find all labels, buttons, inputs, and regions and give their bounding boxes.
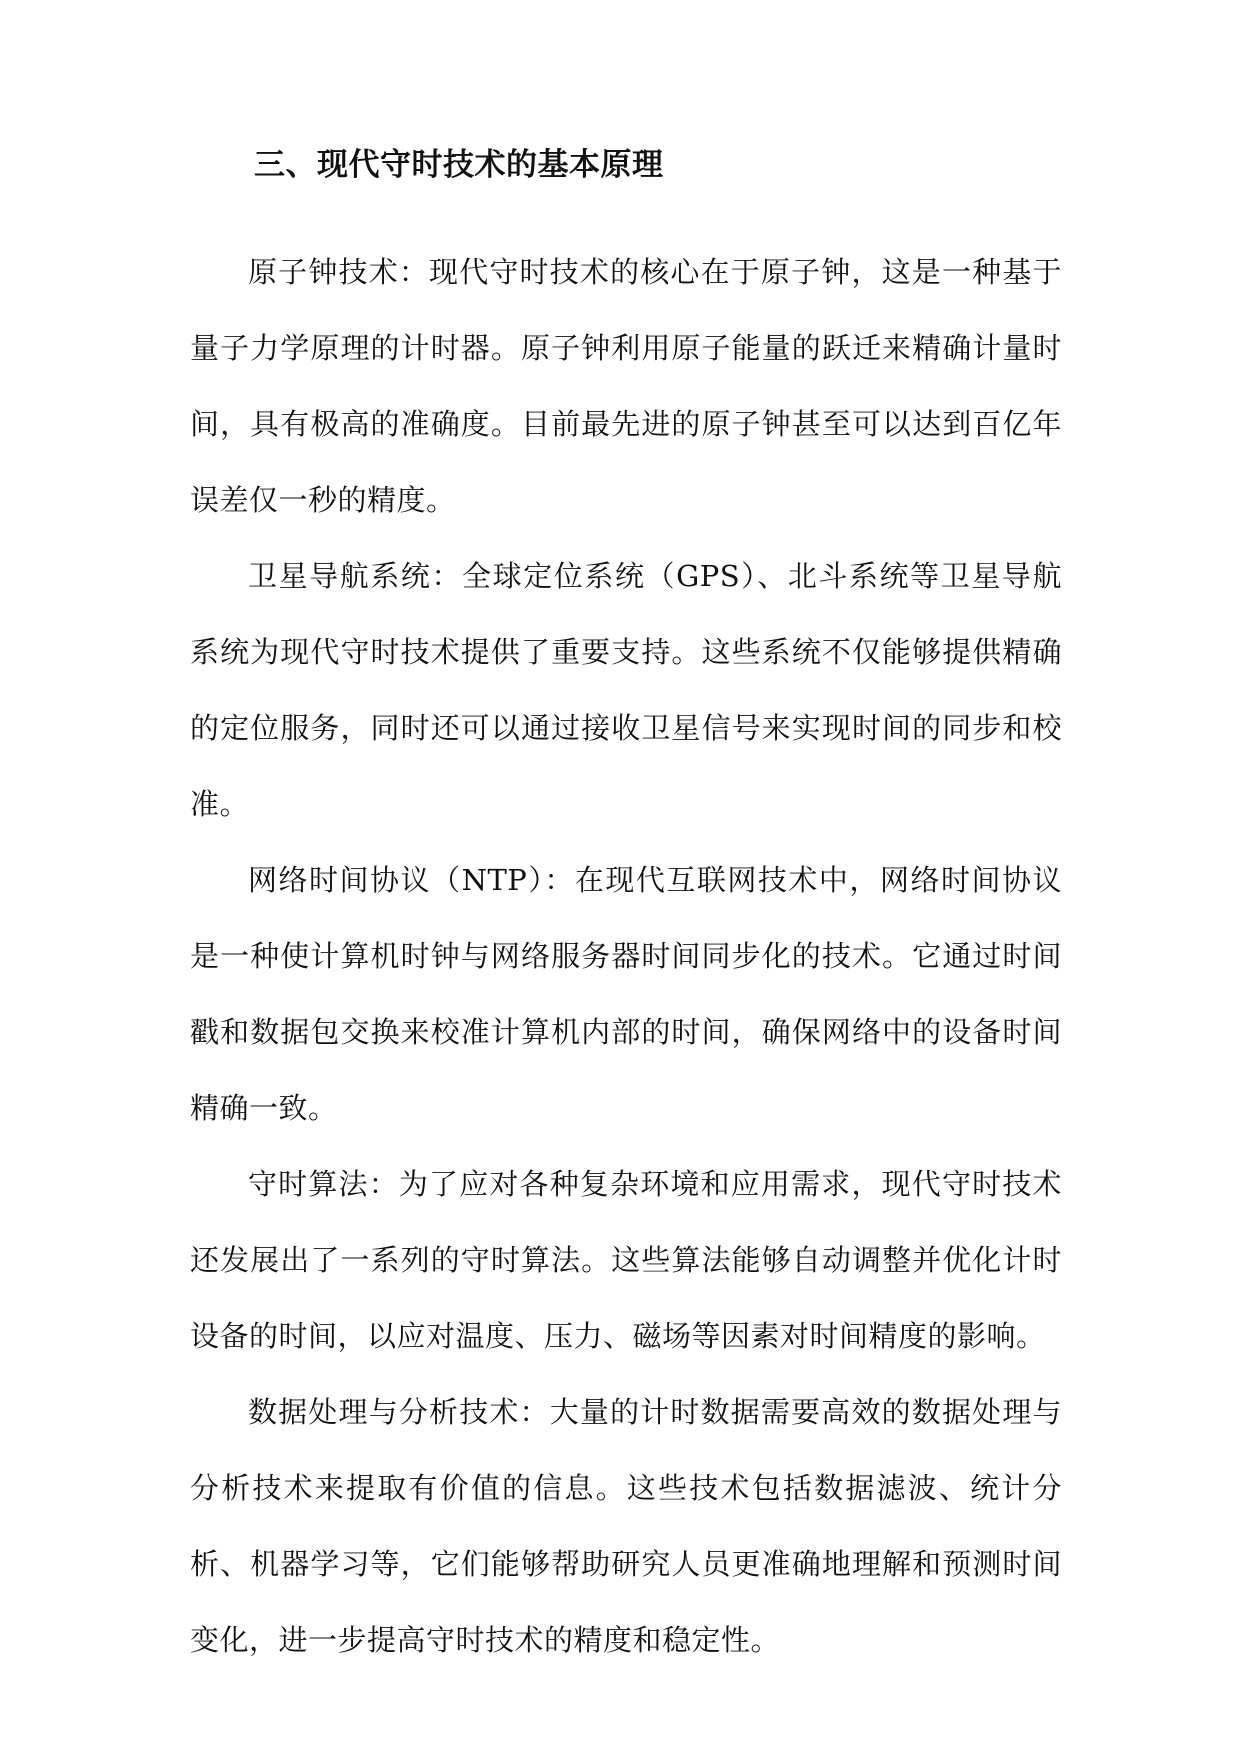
- paragraph-data-processing: 数据处理与分析技术：大量的计时数据需要高效的数据处理与分析技术来提取有价值的信息。这些技术包括数据滤波、统计分析、机器学习等，它们能够帮助研究人员更准确地理解和预测时间变化，进一步提高守时技术的精度和稳定性。: [190, 1395, 1062, 1657]
- document-body: [190, 234, 1062, 1678]
- paragraph-ntp: 网络时间协议（NTP）：在现代互联网技术中，网络时间协议是一种使计算机时钟与网络服务器时间同步化的技术。它通过时间戳和数据包交换来校准计算机内部的时间，确保网络中的设备时间精确一致。: [190, 863, 1062, 1125]
- section-title: 三、现代守时技术的基本原理: [254, 147, 664, 183]
- paragraph-satellite-navigation: 卫星导航系统：全球定位系统（GPS）、北斗系统等卫星导航系统为现代守时技术提供了重要支持。这些系统不仅能够提供精确的定位服务，同时还可以通过接收卫星信号来实现时间的同步和校准。: [190, 559, 1062, 821]
- paragraph-atomic-clock: 原子钟技术：现代守时技术的核心在于原子钟，这是一种基于量子力学原理的计时器。原子钟利用原子能量的跃迁来精确计量时间，具有极高的准确度。目前最先进的原子钟甚至可以达到百亿年误差仅一秒的精度。: [190, 255, 1062, 517]
- paragraph-timekeeping-algorithms: 守时算法：为了应对各种复杂环境和应用需求，现代守时技术还发展出了一系列的守时算法。这些算法能够自动调整并优化计时设备的时间，以应对温度、压力、磁场等因素对时间精度的影响。: [190, 1167, 1062, 1353]
